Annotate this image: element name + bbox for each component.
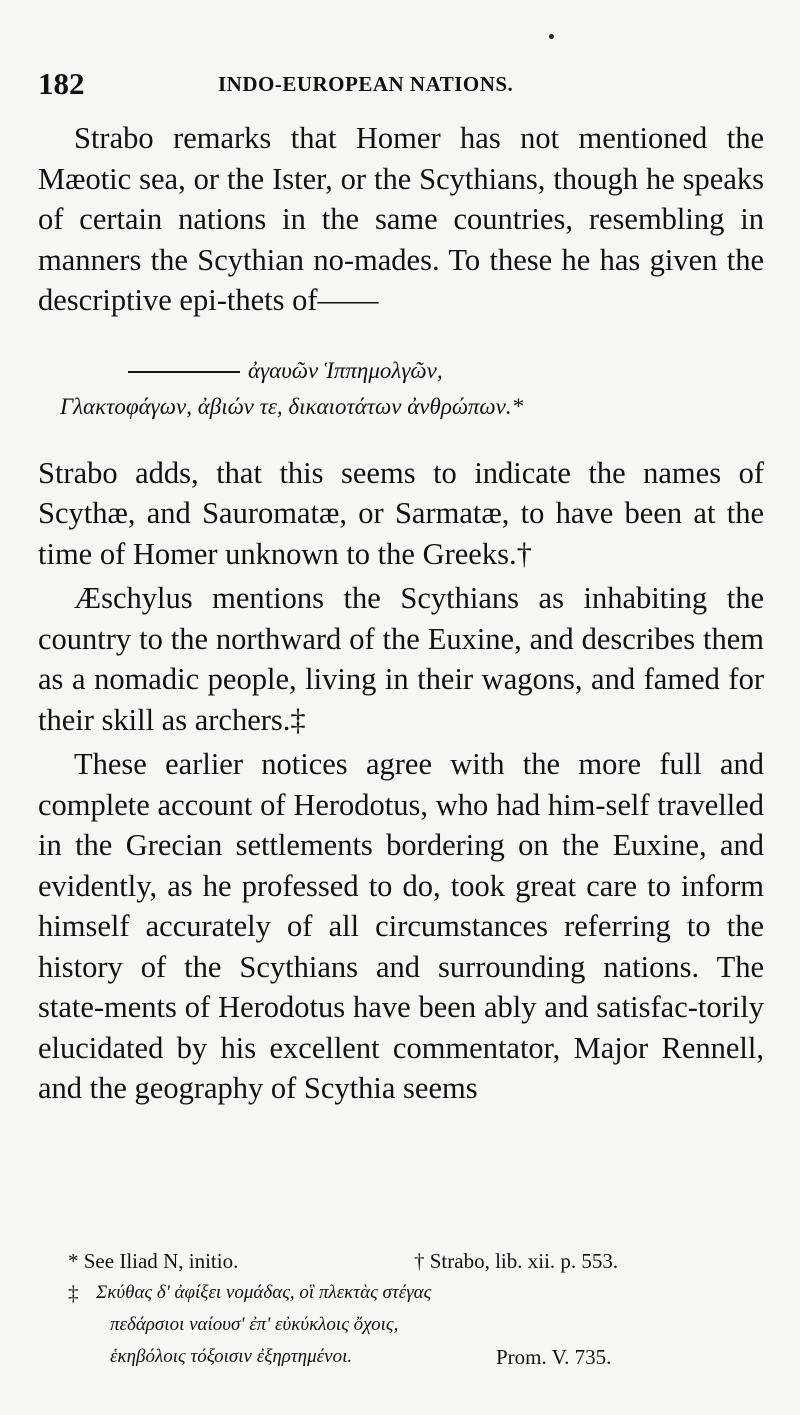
page-number: 182 bbox=[38, 66, 85, 101]
footnote-prometheus-ref: Prom. V. 735. bbox=[496, 1345, 612, 1369]
quote-line-1 bbox=[38, 353, 764, 389]
footnote-greek-line-1: Σκύθας δ' ἀφίξει νομάδας, οἳ πλεκτὰς στέγας bbox=[96, 1282, 432, 1303]
quote-line-2: Γλακτοφάγων, ἀβιών τε, δικαιοτάτων ἀνθρώπων.* bbox=[60, 393, 524, 419]
page-header bbox=[38, 66, 770, 106]
quote-line-1-text: ἀγαυῶν Ἱππημολγῶν, bbox=[248, 357, 443, 383]
paragraph-strabo-remarks: Strabo remarks that Homer has not mentioned the Mæotic sea, or the Ister, or the Scythians, though he speaks of certain nations in the same countries, resembling in manners the Scythian no-mades. To these he has given the descriptive epi-thets of—— bbox=[38, 121, 764, 317]
footnotes bbox=[38, 1245, 764, 1373]
greek-quotation bbox=[38, 353, 764, 425]
footnote-iliad-rest: , initio. bbox=[178, 1249, 239, 1273]
footnote-row-2 bbox=[38, 1277, 764, 1309]
footnote-mark-asterisk: * bbox=[68, 1249, 79, 1273]
ink-dot bbox=[549, 34, 554, 39]
footnote-strabo: † Strabo, lib. xii. p. 553. bbox=[414, 1249, 619, 1273]
quote-dash-rule bbox=[128, 371, 240, 373]
paragraph-aeschylus: Æschylus mentions the Scythians as inhabiting the country to the northward of the Euxine, and describes them as a nomadic people, living in their wagons, and famed for their skill as archers.‡ bbox=[38, 581, 764, 737]
footnote-row-3 bbox=[38, 1309, 764, 1341]
footnote-greek-line-3: ἑκηβόλοις τόξοισιν ἐξηρτημένοι. bbox=[110, 1346, 353, 1367]
footnote-iliad-book: N bbox=[163, 1249, 179, 1273]
paragraph-herodotus: These earlier notices agree with the more full and complete account of Herodotus, who had him-self travelled in the Grecian settlements bordering on the Euxine, and evidently, as he professed to do, took great care to inform himself accurately of all circumstances referring to the history of the Scythians and surrounding nations. The state-ments of Herodotus have been ably and satisfac-torily elucidated by his excellent commentator, Major Rennell, and the geography of Scythia seems bbox=[38, 747, 764, 1105]
footnote-greek-line-2: πεδάρσιοι ναίουσ' ἐπ' εὐκύκλοις ὄχοις, bbox=[110, 1314, 399, 1335]
footnote-row-4 bbox=[38, 1341, 764, 1373]
footnote-iliad bbox=[68, 1245, 238, 1277]
footnote-row-1 bbox=[38, 1245, 764, 1277]
footnote-iliad-text: See Iliad bbox=[83, 1249, 158, 1273]
running-head: INDO-EUROPEAN NATIONS. bbox=[218, 72, 514, 96]
footnote-mark-double-dagger: ‡ bbox=[68, 1281, 79, 1305]
paragraph-strabo-adds: Strabo adds, that this seems to indicate the names of Scythæ, and Sauromatæ, or Sarmatæ, to have been at the time of Homer unknown to the Greeks.† bbox=[38, 455, 764, 571]
body-text bbox=[38, 118, 764, 1109]
